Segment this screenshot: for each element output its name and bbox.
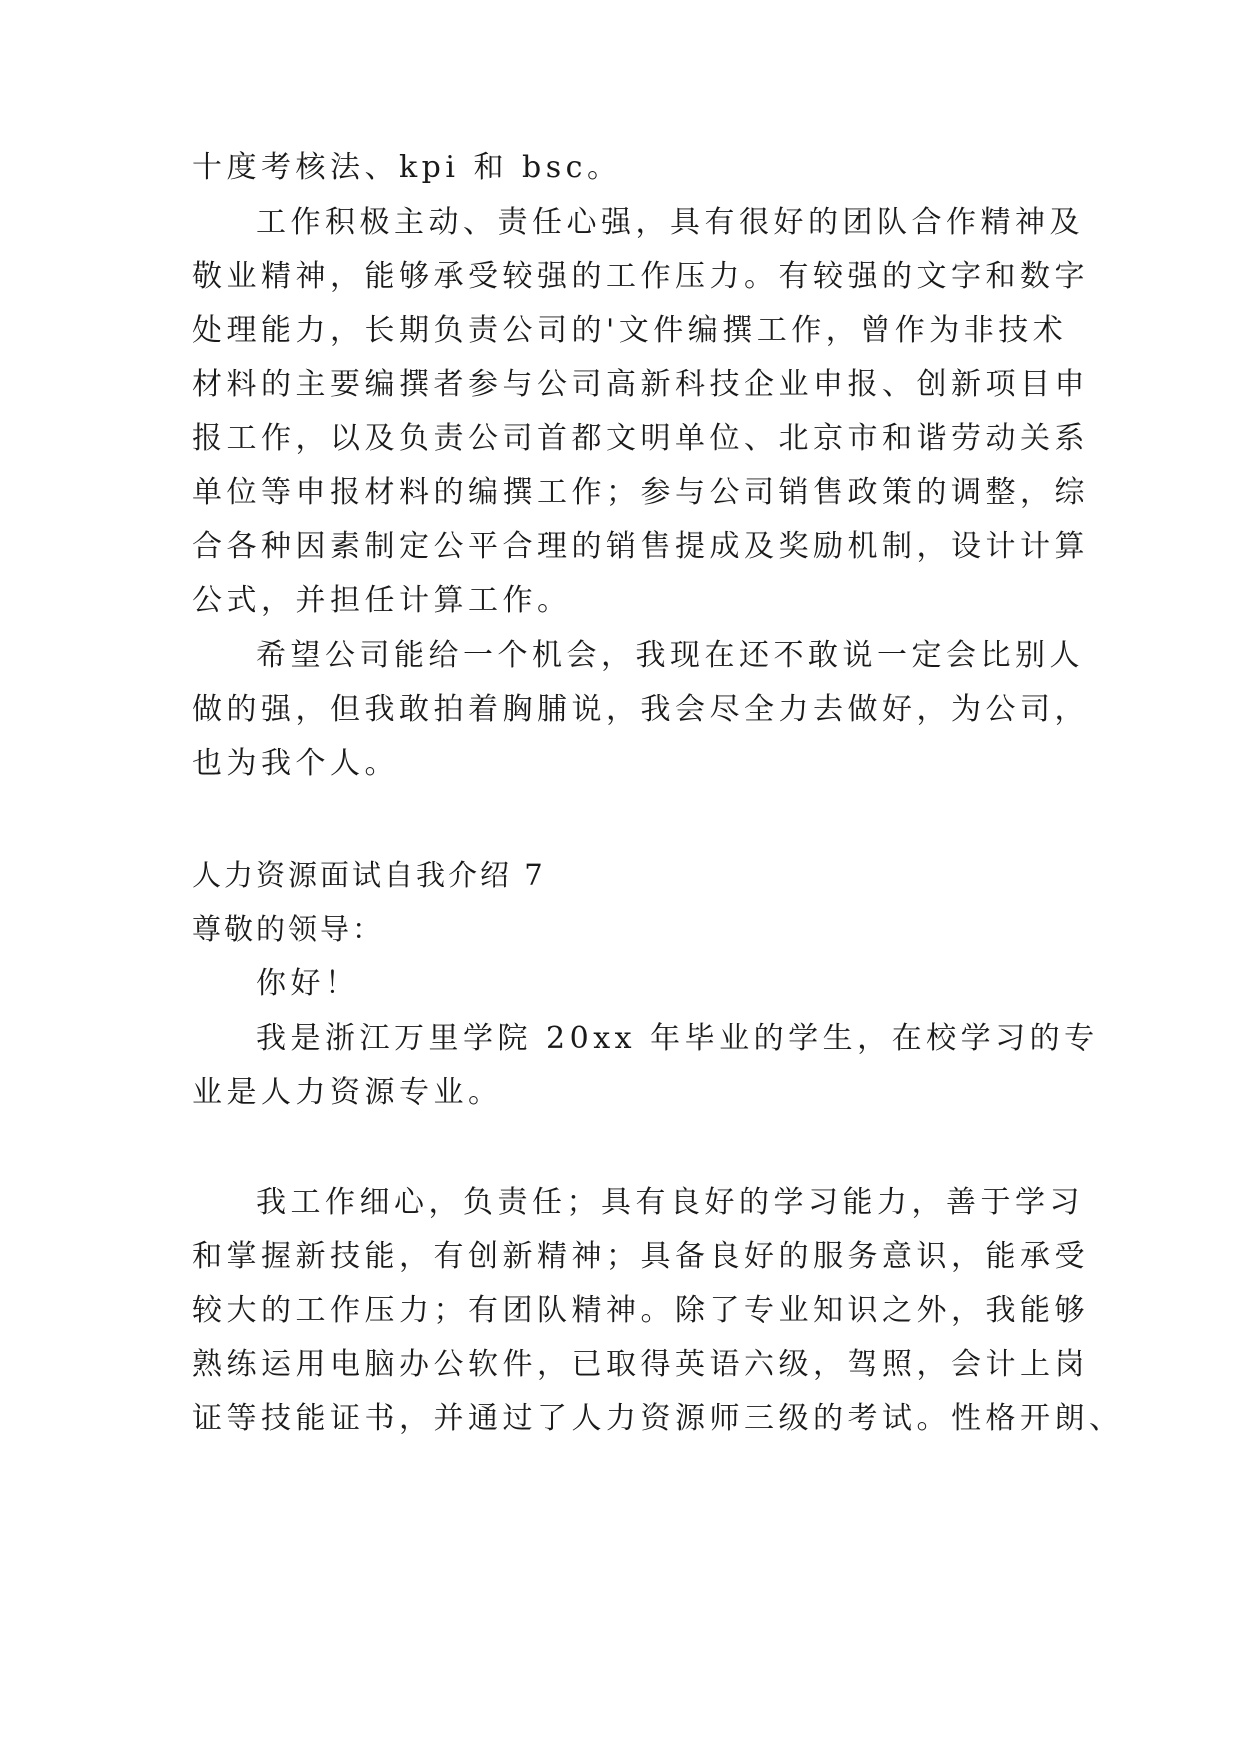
text-line: 十度考核法、kpi 和 bsc。 bbox=[192, 150, 622, 185]
text-line: 材料的主要编撰者参与公司高新科技企业申报、创新项目申 bbox=[192, 367, 1089, 402]
text-line: 敬业精神，能够承受较强的工作压力。有较强的文字和数字 bbox=[192, 259, 1089, 294]
text-line: 做的强，但我敢拍着胸脯说，我会尽全力去做好，为公司， bbox=[192, 692, 1089, 727]
paragraph-first-line: 工作积极主动、责任心强，具有很好的团队合作精神及 bbox=[256, 205, 1084, 240]
paragraph-first-line: 我工作细心，负责任；具有良好的学习能力，善于学习 bbox=[256, 1185, 1084, 1220]
paragraph-first-line: 我是浙江万里学院 20xx 年毕业的学生，在校学习的专 bbox=[256, 1021, 1099, 1056]
text-line: 单位等申报材料的编撰工作；参与公司销售政策的调整，综 bbox=[192, 475, 1089, 510]
text-line: 公式，并担任计算工作。 bbox=[192, 583, 572, 618]
text-line: 和掌握新技能，有创新精神；具备良好的服务意识，能承受 bbox=[192, 1239, 1089, 1274]
paragraph-first-line: 希望公司能给一个机会，我现在还不敢说一定会比别人 bbox=[256, 638, 1084, 673]
text-line: 较大的工作压力；有团队精神。除了专业知识之外，我能够 bbox=[192, 1293, 1089, 1328]
text-line: 证等技能证书，并通过了人力资源师三级的考试。性格开朗、 bbox=[192, 1401, 1124, 1436]
text-line: 业是人力资源专业。 bbox=[192, 1075, 503, 1110]
text-line: 报工作，以及负责公司首都文明单位、北京市和谐劳动关系 bbox=[192, 421, 1089, 456]
section-heading: 人力资源面试自我介绍 7 bbox=[192, 858, 546, 892]
text-line: 熟练运用电脑办公软件，已取得英语六级，驾照，会计上岗 bbox=[192, 1347, 1089, 1382]
text-line: 也为我个人。 bbox=[192, 746, 399, 781]
text-line: 处理能力，长期负责公司的'文件编撰工作，曾作为非技术 bbox=[192, 313, 1068, 348]
salutation: 尊敬的领导： bbox=[192, 912, 385, 946]
text-line: 合各种因素制定公平合理的销售提成及奖励机制，设计计算 bbox=[192, 529, 1089, 564]
greeting: 你好！ bbox=[256, 966, 360, 1001]
